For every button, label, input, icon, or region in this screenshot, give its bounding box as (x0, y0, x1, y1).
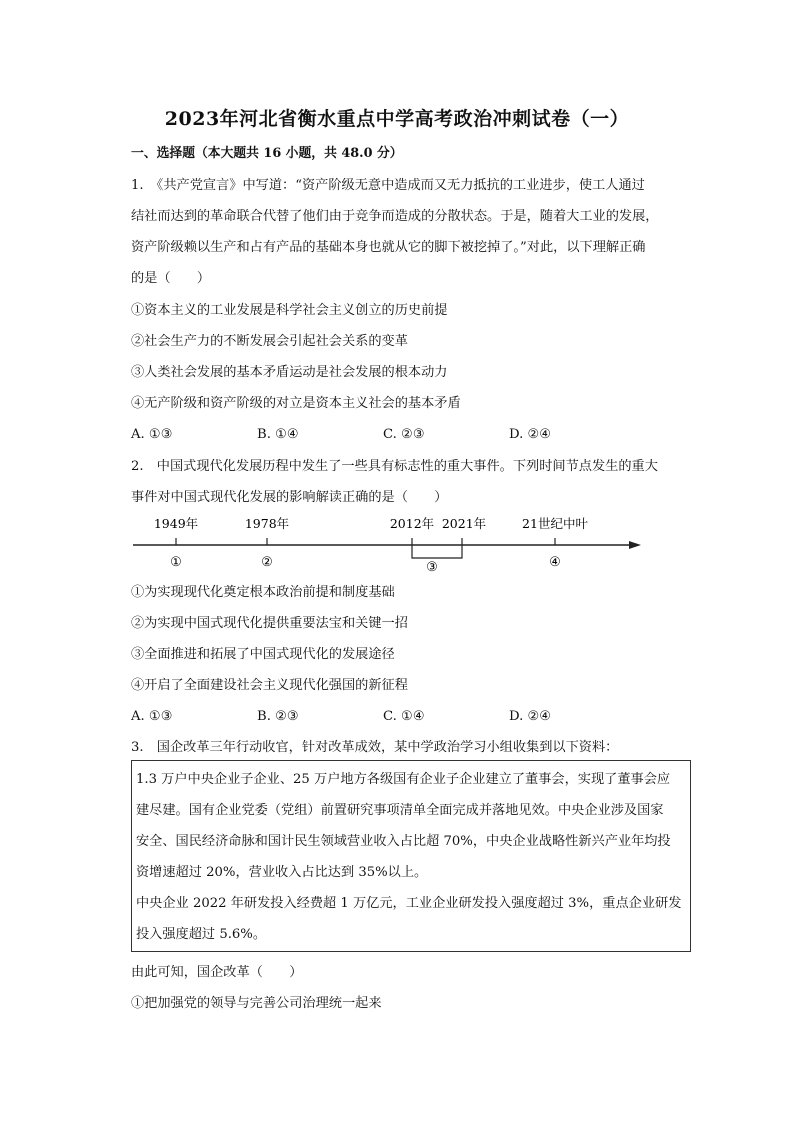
page-title: 2023年河北省衡水重点中学高考政治冲刺试卷（一） (164, 108, 630, 130)
q1-option-d[interactable]: D. ②④ (509, 427, 552, 442)
q2-option-c[interactable]: C. ①④ (383, 709, 425, 724)
q1-statement: ②社会生产力的不断发展会引起社会关系的变革 (131, 334, 408, 349)
timeline-mark-3: ③ (426, 560, 438, 575)
timeline-bracket (412, 538, 462, 558)
timeline-label-2021: 2021年 (441, 516, 487, 531)
timeline-mark-4: ④ (549, 555, 561, 570)
q1-stem-line: 资产阶级赖以生产和占有产品的基础本身也就从它的脚下被挖掉了。”对此，以下理解正确 (131, 240, 646, 255)
timeline-label-1949: 1949年 (153, 516, 199, 531)
q3-material-line: 建尽建。国有企业党委（党组）前置研究事项清单全面完成并落地见效。中央企业涉及国家 (136, 803, 664, 818)
q2-option-b[interactable]: B. ②③ (257, 709, 299, 724)
q1-option-a[interactable]: A. ①③ (131, 427, 173, 442)
q2-stem-line: 2. 中国式现代化发展历程中发生了一些具有标志性的重大事件。下列时间节点发生的重大 (131, 459, 658, 474)
q1-stem-line: 1. 《共产党宣言》中写道：“资产阶级无意中造成而又无力抵抗的工业进步，使工人通过 (131, 178, 645, 193)
q1-stem-line: 结社而达到的革命联合代替了他们由于竞争而造成的分散状态。于是，随着大工业的发展， (131, 209, 659, 224)
q1-stem-line: 的是（ ） (131, 271, 211, 286)
q1-statement: ①资本主义的工业发展是科学社会主义创立的历史前提 (131, 303, 448, 318)
section-heading: 一、选择题（本大题共 16 小题，共 48.0 分） (131, 146, 403, 161)
timeline-diagram (131, 508, 651, 580)
q3-material-line: 中央企业 2022 年研发投入经费超 1 万亿元，工业企业研发投入强度超过 3%，重点企业研发 (136, 896, 682, 911)
timeline-label-21st-century: 21世纪中叶 (522, 516, 588, 531)
q2-option-d[interactable]: D. ②④ (509, 709, 552, 724)
timeline-label-2012: 2012年 (389, 516, 435, 531)
q3-stem: 3. 国企改革三年行动收官，针对改革成效，某中学政治学习小组收集到以下资料： (131, 740, 619, 755)
q2-option-a[interactable]: A. ①③ (131, 709, 173, 724)
q3-material-box (131, 760, 691, 952)
q2-statement: ④开启了全面建设社会主义现代化强国的新征程 (131, 678, 408, 693)
q3-question: 由此可知，国企改革（ ） (131, 965, 303, 980)
timeline-mark-1: ① (170, 555, 182, 570)
q3-material-line: 安全、国民经济命脉和国计民生领域营业收入占比超 70%，中央企业战略性新兴产业年均投 (136, 834, 671, 849)
timeline-mark-2: ② (261, 555, 273, 570)
timeline-label-1978: 1978年 (244, 516, 290, 531)
q1-statement: ④无产阶级和资产阶级的对立是资本主义社会的基本矛盾 (131, 396, 461, 411)
q2-stem-line: 事件对中国式现代化发展的影响解读正确的是（ ） (131, 490, 448, 505)
q3-statement: ①把加强党的领导与完善公司治理统一起来 (131, 996, 382, 1011)
q1-option-c[interactable]: C. ②③ (383, 427, 425, 442)
q1-options (131, 425, 691, 445)
q3-material-line: 投入强度超过 5.6%。 (136, 927, 267, 942)
q2-statement: ③全面推进和拓展了中国式现代化的发展途径 (131, 647, 395, 662)
q3-material-line: 资增速超过 20%，营业收入占比达到 35%以上。 (136, 865, 428, 880)
q2-statement: ②为实现中国式现代化提供重要法宝和关键一招 (131, 616, 408, 631)
q1-statement: ③人类社会发展的基本矛盾运动是社会发展的根本动力 (131, 365, 448, 380)
q2-statement: ①为实现现代化奠定根本政治前提和制度基础 (131, 585, 395, 600)
timeline-arrowhead (629, 541, 641, 549)
q1-option-b[interactable]: B. ①④ (257, 427, 299, 442)
q2-options (131, 707, 691, 727)
q3-material-line: 1.3 万户中央企业子企业、25 万户地方各级国有企业子企业建立了董事会，实现了董事会应 (136, 772, 671, 787)
